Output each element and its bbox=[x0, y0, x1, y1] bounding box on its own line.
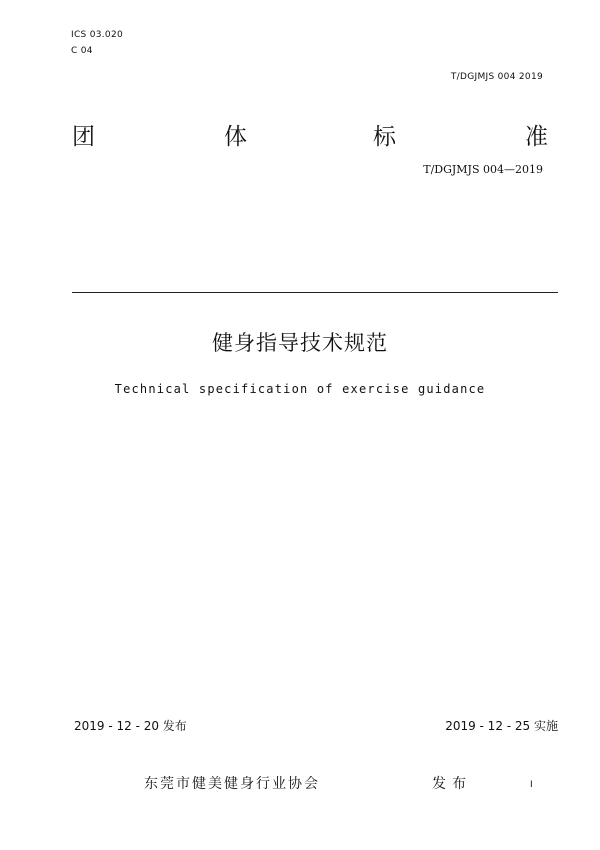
standard-type-char-1: 团 bbox=[72, 124, 95, 150]
ics-code: ICS 03.020 bbox=[71, 30, 124, 40]
standard-type-char-3: 标 bbox=[373, 124, 396, 150]
standard-number: T/DGJMJS 004—2019 bbox=[423, 163, 543, 176]
divider-line bbox=[72, 292, 558, 293]
ccs-code: C 04 bbox=[71, 46, 93, 56]
issuing-organization: 东莞市健美健身行业协会 bbox=[144, 776, 320, 792]
page-mark: I bbox=[530, 780, 533, 790]
publish-date: 2019 - 12 - 20 发布 bbox=[74, 719, 187, 733]
title-english: Technical specification of exercise guidance bbox=[114, 382, 486, 396]
standard-type-char-4: 准 bbox=[525, 124, 548, 150]
standard-code-top: T/DGJMJS 004 2019 bbox=[450, 72, 543, 82]
standard-type-char-2: 体 bbox=[224, 124, 247, 150]
implement-date: 2019 - 12 - 25 实施 bbox=[445, 719, 558, 733]
title-chinese: 健身指导技术规范 bbox=[212, 331, 388, 355]
issue-label: 发布 bbox=[432, 776, 472, 792]
